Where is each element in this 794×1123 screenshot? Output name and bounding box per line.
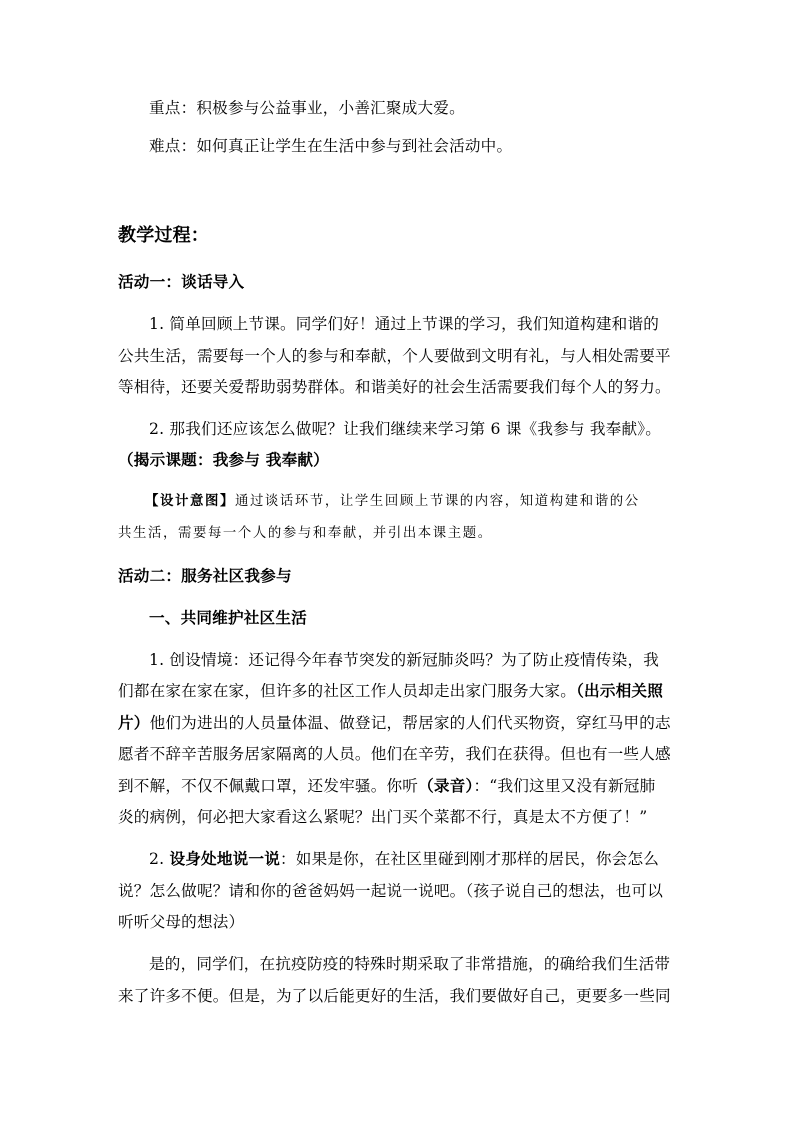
bold-run: （出示相关照 [576, 681, 663, 700]
activity2-p2-line: 说？怎么做呢？请和你的爸爸妈妈一起说一说吧。（孩子说自己的想法，也可以 [118, 882, 663, 900]
bold-run: 片） [118, 713, 150, 732]
text-run: 他们为进出的人员量体温、做登记，帮居家的人们代买物资，穿红马甲的志 [149, 714, 671, 732]
text-run: 到不解，不仅不佩戴口罩，还发牢骚。你听 [118, 777, 419, 795]
activity1-p1-line: 等相待，还要关爱帮助弱势群体。和谐美好的社会生活需要我们每个人的努力。 [118, 378, 671, 396]
activity2-p2-line [149, 850, 659, 868]
text-run: ：如果是你，在社区里碰到刚才那样的居民，你会怎么 [280, 850, 660, 868]
design-intent-tag: 【设计意图】 [145, 494, 235, 509]
design-intent-line [145, 493, 640, 511]
design-intent-line: 共生活，需要每一个人的参与和奉献，并引出本课主题。 [118, 526, 493, 541]
focus-line: 重点：积极参与公益事业，小善汇聚成大爱。 [149, 99, 465, 117]
activity1-heading: 活动一：谈话导入 [118, 272, 245, 291]
activity2-p1-line: 炎的病例，何必把大家看这么紧呢？出门买个菜都不行，真是太不方便了！” [118, 808, 648, 826]
text-run: 们都在家在家在家，但许多的社区工作人员却走出家门服务大家。 [118, 682, 577, 700]
activity1-topic-reveal: （揭示课题：我参与 我奉献） [118, 450, 329, 469]
activity2-p1-line [118, 777, 655, 795]
activity2-heading: 活动二：服务社区我参与 [118, 566, 292, 585]
bold-run: （录音） [418, 776, 474, 795]
activity2-p1-line: 愿者不辞辛苦服务居家隔离的人员。他们在辛劳，我们在获得。但也有一些人感 [118, 745, 671, 763]
activity1-p2-line: 2. 那我们还应该怎么做呢？让我们继续来学习第 6 课《我参与 我奉献》。 [149, 420, 662, 438]
design-intent-text: 通过谈话环节，让学生回顾上节课的内容，知道构建和谐的公 [234, 494, 640, 509]
activity2-p3-line: 来了许多不便。但是，为了以后能更好的生活，我们要做好自己，更要多一些同 [118, 987, 671, 1005]
activity2-p3-line: 是的，同学们，在抗疫防疫的特殊时期采取了非常措施，的确给我们生活带 [149, 955, 671, 973]
activity1-p1-line: 公共生活，需要每一个人的参与和奉献，个人要做到文明有礼，与人相处需要平 [118, 347, 671, 365]
text-run: ：“我们这里又没有新冠肺 [473, 777, 656, 795]
process-heading: 教学过程： [118, 225, 209, 246]
activity2-p1-line [118, 714, 671, 732]
activity2-p1-line [118, 682, 663, 700]
bold-run: 设身处地说一说 [169, 849, 280, 868]
activity1-p1-line: 1. 简单回顾上节课。同学们好！通过上节课的学习，我们知道构建和谐的 [149, 315, 660, 333]
difficulty-line: 难点：如何真正让学生在生活中参与到社会活动中。 [149, 137, 513, 155]
activity2-p1-line: 1. 创设情境：还记得今年春节突发的新冠肺炎吗？为了防止疫情传染，我 [149, 651, 660, 669]
text-run: 2. [149, 850, 170, 868]
activity2-p2-line: 听听父母的想法） [118, 913, 245, 931]
subsection-heading: 一、共同维护社区生活 [149, 608, 307, 627]
